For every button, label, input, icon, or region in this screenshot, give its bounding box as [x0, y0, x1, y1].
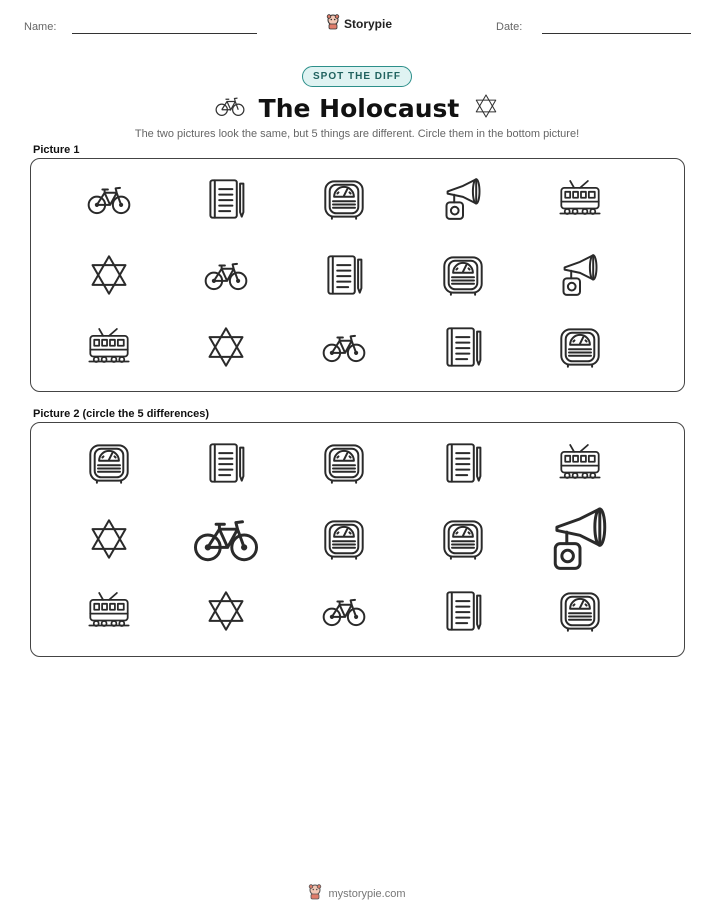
- bicycle-drawing: [215, 95, 245, 117]
- notebook-icon: [304, 235, 384, 315]
- megaphone-icon: [540, 235, 620, 315]
- bicycle-icon: [69, 159, 149, 239]
- radio-icon: [304, 159, 384, 239]
- notebook-icon[interactable]: [186, 423, 266, 503]
- notebook-icon: [423, 307, 503, 387]
- title-row: [0, 92, 714, 125]
- brand-name: Storypie: [344, 16, 393, 31]
- star-icon: [69, 235, 149, 315]
- notebook-icon: [186, 159, 266, 239]
- star-icon[interactable]: [186, 571, 266, 651]
- storypie-logo-icon: [326, 14, 340, 33]
- footer: [308, 884, 405, 903]
- brand-logo: [326, 14, 392, 33]
- page-title: The Holocaust: [258, 94, 460, 123]
- storypie-logo-icon: [308, 884, 322, 903]
- activity-badge: SPOT THE DIFF: [302, 66, 412, 87]
- bicycle-icon: [304, 307, 384, 387]
- bicycle-icon[interactable]: [304, 571, 384, 651]
- radio-icon[interactable]: [304, 499, 384, 579]
- star-icon: [186, 307, 266, 387]
- name-label: Name:: [24, 21, 57, 33]
- footer-site: mystorypie.com: [328, 887, 406, 900]
- star-icon[interactable]: [69, 499, 149, 579]
- tram-icon[interactable]: [540, 423, 620, 503]
- picture1-panel: [30, 158, 685, 392]
- picture2-label[interactable]: Picture 2 (circle the 5 differences): [33, 408, 210, 420]
- date-label: Date:: [496, 21, 523, 33]
- radio-icon[interactable]: [423, 499, 503, 579]
- instructions: The two pictures look the same, but 5 things are different. Circle them in the bottom picture!: [134, 128, 580, 140]
- radio-icon: [540, 307, 620, 387]
- tram-icon: [69, 307, 149, 387]
- megaphone-icon[interactable]: [540, 499, 620, 579]
- date-field[interactable]: [542, 33, 691, 34]
- radio-icon[interactable]: [304, 423, 384, 503]
- tram-icon[interactable]: [69, 571, 149, 651]
- tram-icon: [540, 159, 620, 239]
- notebook-icon[interactable]: [423, 571, 503, 651]
- picture2-panel[interactable]: [30, 422, 685, 657]
- picture1-label: Picture 1: [33, 144, 80, 156]
- bicycle-icon: [215, 95, 245, 122]
- radio-icon: [423, 235, 503, 315]
- radio-icon[interactable]: [69, 423, 149, 503]
- radio-icon[interactable]: [540, 571, 620, 651]
- notebook-icon[interactable]: [423, 423, 503, 503]
- name-field[interactable]: [72, 33, 257, 34]
- bicycle-icon[interactable]: [186, 499, 266, 579]
- megaphone-icon: [423, 159, 503, 239]
- bicycle-icon: [186, 235, 266, 315]
- star-icon: [473, 92, 499, 125]
